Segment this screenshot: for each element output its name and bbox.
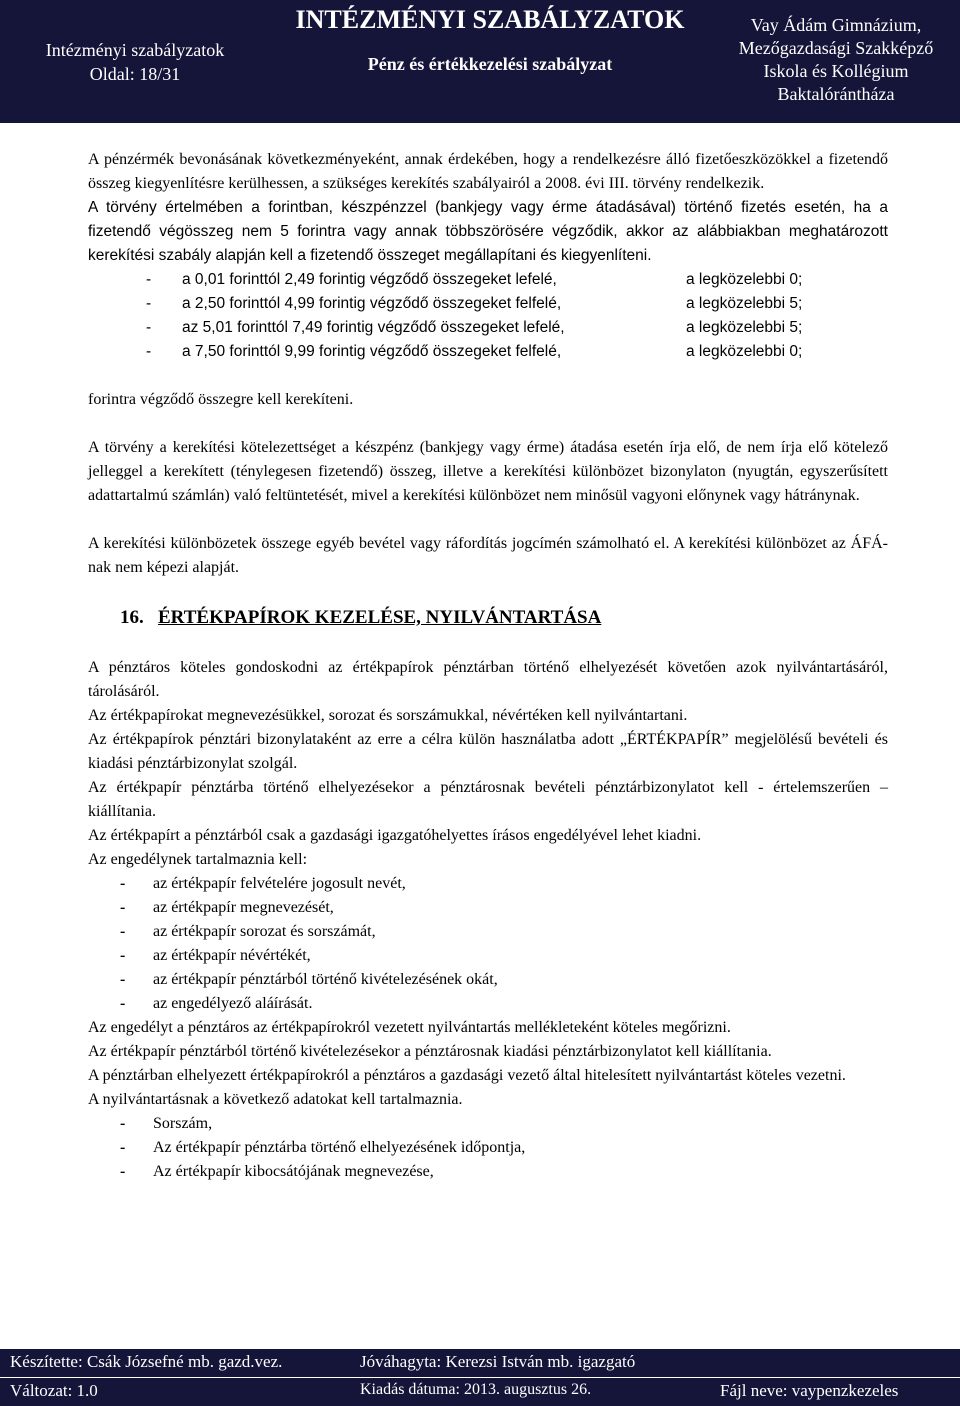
list-dash: - bbox=[120, 899, 126, 916]
list-item bbox=[88, 896, 888, 920]
header-institution bbox=[714, 14, 958, 106]
institution-line: Baktalórántháza bbox=[777, 84, 895, 104]
permit-contents-list bbox=[88, 872, 888, 1016]
section-title: ÉRTÉKPAPÍROK KEZELÉSE, NYILVÁNTARTÁSA bbox=[158, 607, 602, 628]
list-item-text: az értékpapír pénztárból történő kivételezésének okát, bbox=[153, 971, 498, 988]
institution-line: Vay Ádám Gimnázium, bbox=[750, 15, 922, 35]
rounding-rule-target: a legközelebbi 0; bbox=[686, 271, 803, 288]
list-item bbox=[88, 920, 888, 944]
rounding-rule-target: a legközelebbi 5; bbox=[686, 295, 803, 312]
spacer bbox=[88, 632, 888, 656]
spacer bbox=[88, 508, 888, 532]
paragraph-coin-withdrawal: A pénzérmék bevonásának következményeként, annak érdekében, hogy a rendelkezésre álló fizetőeszközökkel a fizetendő összeg kiegyenlítésre kerülhessen, a szükséges kerekítés szabályairól a 2008. évi III. törvény rendelkezik. bbox=[88, 151, 888, 192]
list-item-text: Az értékpapír kibocsátójának megnevezése, bbox=[153, 1163, 434, 1180]
list-item-text: az értékpapír felvételére jogosult nevét, bbox=[153, 875, 406, 892]
list-item bbox=[88, 1136, 888, 1160]
header-title: INTÉZMÉNYI SZABÁLYZATOK bbox=[295, 5, 685, 34]
rounding-rule-text: a 2,50 forinttól 4,99 forintig végződő összegeket felfelé, bbox=[182, 295, 562, 312]
institution-line: Iskola és Kollégium bbox=[763, 61, 909, 81]
header-doc-type: Intézményi szabályzatok bbox=[45, 40, 225, 60]
rounding-rule bbox=[88, 292, 888, 316]
footer-issue-date: Kiadás dátuma: 2013. augusztus 26. bbox=[360, 1381, 592, 1398]
section-number: 16. bbox=[120, 607, 144, 628]
header-center-block bbox=[266, 0, 714, 76]
list-dash: - bbox=[120, 947, 126, 964]
page-footer bbox=[0, 1349, 960, 1406]
rounding-rule-text: a 7,50 forinttól 9,99 forintig végződő összegeket felfelé, bbox=[182, 343, 562, 360]
document-body bbox=[88, 148, 888, 1184]
section-heading bbox=[88, 604, 888, 632]
list-item-text: az engedélyező aláírását. bbox=[153, 995, 313, 1012]
spacer bbox=[88, 412, 888, 436]
list-item-text: Sorszám, bbox=[153, 1115, 213, 1132]
list-dash: - bbox=[146, 343, 152, 360]
list-item-text: Az értékpapír pénztárba történő elhelyezésének időpontja, bbox=[153, 1139, 526, 1156]
footer-approved-by: Jóváhagyta: Kerezsi István mb. igazgató bbox=[360, 1352, 636, 1371]
list-item bbox=[88, 968, 888, 992]
rounding-rule-target: a legközelebbi 0; bbox=[686, 343, 803, 360]
list-dash: - bbox=[120, 971, 126, 988]
list-dash: - bbox=[146, 271, 152, 288]
list-item-text: az értékpapír sorozat és sorszámát, bbox=[153, 923, 376, 940]
paragraph-permit-contents: Az engedélynek tartalmaznia kell: bbox=[88, 851, 308, 868]
paragraph-rounding-difference: A kerekítési különbözetek összege egyéb bevétel vagy ráfordítás jogcímén számolható el. A kerekítési különbözet az ÁFÁ-nak nem képezi alapját. bbox=[88, 535, 888, 576]
list-dash: - bbox=[120, 1139, 126, 1156]
rounding-rule bbox=[88, 268, 888, 292]
header-subtitle: Pénz és értékkezelési szabályzat bbox=[367, 54, 613, 74]
paragraph-round-to: forintra végződő összegre kell kerekíteni. bbox=[88, 391, 354, 408]
list-dash: - bbox=[120, 995, 126, 1012]
paragraph-register-contents: A nyilvántartásnak a következő adatokat kell tartalmaznia. bbox=[88, 1091, 463, 1108]
list-dash: - bbox=[120, 875, 126, 892]
list-item-text: az értékpapír megnevezését, bbox=[153, 899, 334, 916]
rounding-rule-target: a legközelebbi 5; bbox=[686, 319, 803, 336]
paragraph-withdrawal-permit: Az értékpapírt a pénztárból csak a gazdasági igazgatóhelyettes írásos engedélyével lehet kiadni. bbox=[88, 827, 702, 844]
list-item bbox=[88, 872, 888, 896]
list-dash: - bbox=[120, 1163, 126, 1180]
paragraph-rounding-law: A törvény értelmében a forintban, készpénzzel (bankjegy vagy érme átadásával) történő fizetés esetén, ha a fizetendő végösszeg nem 5 forintra vagy annak többszörösére végződik, akkor az alábbiakban meghatározott kerekítési szabály alapján kell a fizetendő összeget megállapítani és kiegyenlíteni. bbox=[88, 199, 888, 264]
header-left-block bbox=[4, 38, 266, 86]
list-dash: - bbox=[146, 319, 152, 336]
footer-row bbox=[0, 1378, 960, 1406]
paragraph-deposit: Az értékpapír pénztárba történő elhelyezésekor a pénztárosnak bevételi pénztárbizonylatot kell - értelemszerűen – kiállítania. bbox=[88, 779, 888, 820]
page-header bbox=[0, 0, 960, 123]
spacer bbox=[88, 364, 888, 388]
paragraph-rounding-obligation: A törvény a kerekítési kötelezettséget a készpénz (bankjegy vagy érme) átadása esetén írja elő, de nem írja elő kötelező jelleggel a kerekített (ténylegesen fizetendő) összeg, illetve a kerekítési különbözet bizonylaton (nyugtán, egyszerűsített adattartalmú számlán) való feltüntetését, mivel a kerekítési különbözet nem minősül vagyoni előnynek vagy hátránynak. bbox=[88, 439, 888, 504]
paragraph-registration: Az értékpapírokat megnevezésükkel, sorozat és sorszámukkal, névértéken kell nyilvántartani. bbox=[88, 707, 688, 724]
list-dash: - bbox=[120, 1115, 126, 1132]
rounding-rule-text: a 0,01 forinttól 2,49 forintig végződő összegeket lefelé, bbox=[182, 271, 557, 288]
paragraph-withdrawal-receipt: Az értékpapír pénztárból történő kivételezésekor a pénztárosnak kiadási pénztárbizonylatot kell kiállítania. bbox=[88, 1043, 772, 1060]
spacer bbox=[88, 580, 888, 604]
footer-prepared-by: Készítette: Csák Józsefné mb. gazd.vez. bbox=[10, 1352, 283, 1371]
footer-row bbox=[0, 1349, 960, 1377]
rounding-rule-text: az 5,01 forinttól 7,49 forintig végződő összegeket lefelé, bbox=[182, 319, 565, 336]
list-item bbox=[88, 1112, 888, 1136]
list-item bbox=[88, 944, 888, 968]
footer-version: Változat: 1.0 bbox=[10, 1381, 98, 1400]
paragraph-keep-permit: Az engedélyt a pénztáros az értékpapírokról vezetett nyilvántartás mellékleteként köteles megőrizni. bbox=[88, 1019, 731, 1036]
rounding-rule bbox=[88, 316, 888, 340]
list-dash: - bbox=[120, 923, 126, 940]
list-dash: - bbox=[146, 295, 152, 312]
paragraph-receipt-type: Az értékpapírok pénztári bizonylataként az erre a célra külön használatba adott „ÉRTÉKPAPÍR” megjelölésű bevételi és kiadási pénztárbizonylat szolgál. bbox=[88, 731, 888, 772]
rounding-rules-list bbox=[88, 268, 888, 364]
rounding-rule bbox=[88, 340, 888, 364]
list-item bbox=[88, 1160, 888, 1184]
list-item bbox=[88, 992, 888, 1016]
list-item-text: az értékpapír névértékét, bbox=[153, 947, 311, 964]
paragraph-cashier-duty: A pénztáros köteles gondoskodni az értékpapírok pénztárban történő elhelyezését követően azok nyilvántartásáról, tárolásáról. bbox=[88, 659, 888, 700]
paragraph-certified-register: A pénztárban elhelyezett értékpapírokról a pénztáros a gazdasági vezető által hitelesített nyilvántartást köteles vezetni. bbox=[88, 1067, 846, 1084]
register-contents-list bbox=[88, 1112, 888, 1184]
header-page-number: Oldal: 18/31 bbox=[89, 64, 181, 84]
institution-line: Mezőgazdasági Szakképző bbox=[738, 38, 934, 58]
footer-filename: Fájl neve: vaypenzkezeles bbox=[720, 1381, 899, 1400]
